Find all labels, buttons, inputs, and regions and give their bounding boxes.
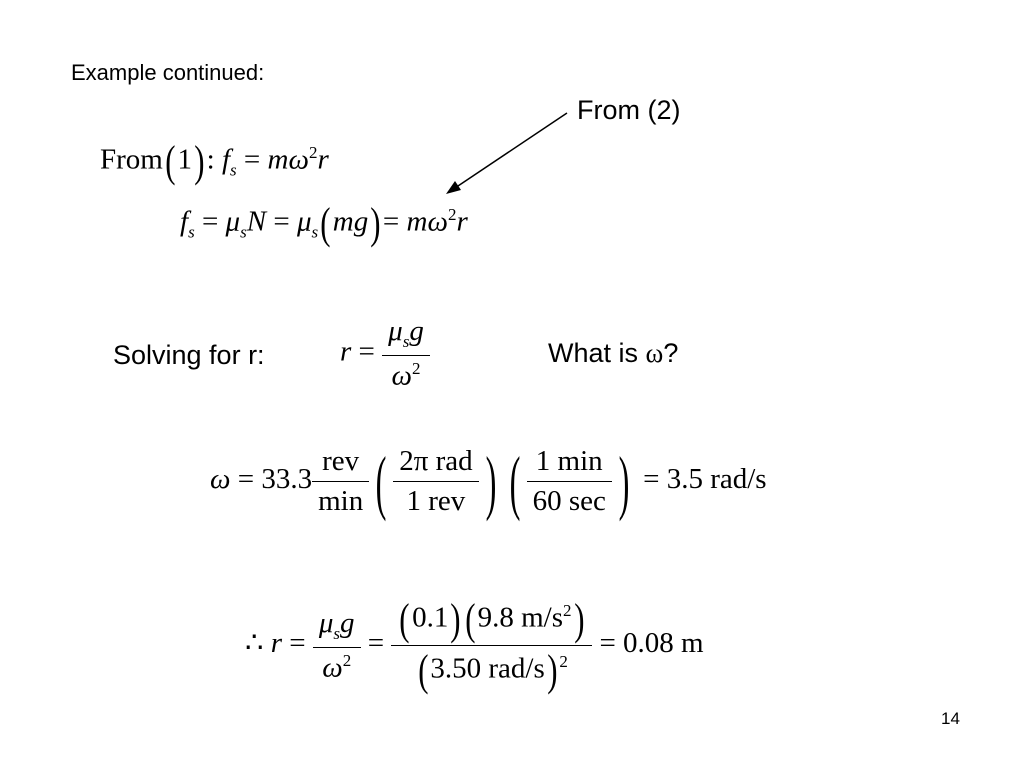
var-f: f	[180, 205, 189, 238]
equals: =	[243, 143, 261, 176]
right-paren: )	[573, 595, 584, 644]
fraction-rev-min	[312, 445, 369, 518]
fraction-numeric	[391, 595, 592, 695]
sub-s: s	[188, 222, 195, 242]
value-33-3: 33.3	[261, 463, 313, 496]
slide-heading: Example continued:	[71, 60, 265, 85]
equation-friction	[180, 199, 468, 248]
equals: =	[358, 335, 375, 368]
eq-number-1: 1	[177, 143, 192, 176]
left-paren: (	[509, 441, 520, 522]
omega-symbol: ω	[645, 338, 664, 368]
equals: =	[289, 627, 306, 660]
therefore-symbol: ∴	[245, 627, 264, 660]
equation-r-final	[245, 595, 704, 695]
var-mu: μ	[318, 606, 334, 639]
sub-s: s	[333, 623, 341, 643]
right-paren: )	[370, 199, 381, 248]
g-value: 9.8 m/s	[477, 601, 564, 634]
var-mu: μ	[296, 205, 312, 238]
fraction-symbolic	[313, 607, 361, 684]
unit-rev: rev	[312, 445, 369, 482]
right-paren: )	[194, 137, 205, 186]
from-word: From	[100, 143, 163, 176]
equation-omega-conversion	[210, 441, 767, 522]
left-paren: (	[465, 595, 476, 644]
var-r: r	[270, 627, 282, 660]
equals: =	[273, 205, 290, 238]
var-mu: μ	[225, 205, 241, 238]
question-mark: ?	[663, 338, 679, 368]
mu-value: 0.1	[412, 601, 449, 634]
var-m: m	[267, 143, 289, 176]
question-what-is-omega	[548, 338, 678, 369]
exp-2: 2	[411, 358, 421, 378]
var-mu: μ	[388, 315, 403, 347]
left-paren: (	[320, 199, 331, 248]
sub-s: s	[311, 222, 319, 242]
page-number: 14	[941, 709, 960, 728]
right-paren: )	[450, 595, 461, 644]
solving-label: Solving for r:	[113, 340, 265, 370]
var-f: f	[221, 143, 231, 176]
equation-r-solved	[340, 315, 430, 392]
one-rev: 1 rev	[406, 485, 466, 517]
exp-2: 2	[308, 143, 318, 162]
var-mg: mg	[332, 205, 369, 238]
exp-2: 2	[563, 601, 572, 620]
var-r: r	[340, 335, 352, 368]
var-omega: ω	[322, 651, 343, 684]
equals: =	[367, 627, 385, 660]
var-m: m	[406, 205, 428, 238]
sub-s: s	[240, 222, 247, 242]
var-g: g	[340, 606, 355, 639]
right-paren: )	[485, 441, 497, 522]
right-paren: )	[546, 646, 558, 695]
sub-s: s	[402, 331, 410, 351]
unit-min: min	[318, 485, 364, 517]
var-g: g	[409, 315, 424, 347]
equals: =	[382, 205, 400, 238]
var-omega: ω	[288, 143, 309, 176]
fraction-1min-60sec	[527, 445, 612, 518]
exp-2: 2	[342, 650, 352, 670]
equation-from-1	[100, 137, 329, 186]
fraction-2pi-rad	[393, 445, 478, 518]
exp-2: 2	[559, 652, 568, 671]
one-min: 1 min	[527, 445, 612, 482]
colon: :	[206, 143, 215, 176]
equals: =	[201, 205, 219, 238]
var-N: N	[246, 205, 267, 238]
omega-value: 3.50 rad/s	[430, 652, 545, 685]
var-omega: ω	[210, 463, 231, 496]
var-omega: ω	[391, 359, 412, 392]
r-result: 0.08 m	[623, 627, 704, 660]
equals: =	[643, 463, 660, 496]
from-2-annotation: From (2)	[577, 95, 681, 125]
left-paren: (	[399, 595, 410, 644]
exp-2: 2	[447, 205, 457, 224]
sub-s: s	[230, 160, 237, 180]
left-paren: (	[375, 441, 387, 522]
right-paren: )	[618, 441, 630, 522]
var-r: r	[317, 143, 329, 176]
fraction	[382, 315, 430, 392]
omega-result: 3.5 rad/s	[666, 463, 767, 496]
equals: =	[599, 627, 616, 660]
question-text: What is	[548, 338, 646, 368]
two-pi-rad: 2π rad	[393, 445, 478, 482]
equals: =	[237, 463, 255, 496]
left-paren: (	[417, 646, 429, 695]
var-r: r	[456, 205, 468, 238]
sixty-sec: 60 sec	[532, 485, 606, 517]
var-omega: ω	[427, 205, 448, 238]
left-paren: (	[165, 137, 176, 186]
